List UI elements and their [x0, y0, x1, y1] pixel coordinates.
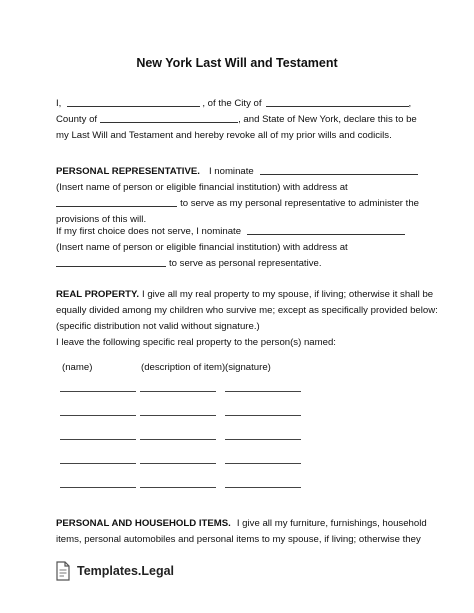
name-blank-5[interactable]: [60, 487, 136, 488]
rep-alt-section: [56, 224, 419, 272]
alt-insert-text: (Insert name of person or eligible financial institution) with address at: [56, 242, 348, 253]
nominate-label: I nominate: [208, 166, 254, 177]
real-heading: REAL PROPERTY.: [56, 289, 139, 300]
description-blank-4[interactable]: [140, 463, 216, 464]
intro-paragraph: [56, 96, 419, 144]
description-blank-2[interactable]: [140, 415, 216, 416]
document-icon: [55, 561, 71, 581]
description-blank-3[interactable]: [140, 439, 216, 440]
intro-city-label: , of the City of: [202, 98, 262, 109]
alt-address-blank[interactable]: [56, 256, 166, 267]
name-blank-4[interactable]: [60, 463, 136, 464]
signature-blank-1[interactable]: [225, 391, 301, 392]
col-signature: (signature): [225, 362, 271, 373]
real-text-2: equally divided among my children who survive me; except as specifically provided below:: [56, 305, 438, 316]
name-blank-1[interactable]: [60, 391, 136, 392]
personal-items-section: [56, 516, 427, 548]
serve2-text: to serve as personal representative.: [169, 258, 322, 269]
leave-text: I leave the following specific real property to the person(s) named:: [56, 337, 336, 348]
rep-section: [56, 164, 419, 228]
document-title: New York Last Will and Testament: [136, 56, 338, 70]
real-text-3: (specific distribution not valid without signature.): [56, 321, 260, 332]
alt-representative-blank[interactable]: [247, 224, 405, 235]
signature-blank-3[interactable]: [225, 439, 301, 440]
intro-prefix: I,: [56, 98, 62, 109]
real-text-1: I give all my real property to my spouse, if living; otherwise it shall be: [141, 289, 434, 300]
description-blank-1[interactable]: [140, 391, 216, 392]
signature-blank-2[interactable]: [225, 415, 301, 416]
footer-brand-text: Templates.Legal: [77, 564, 175, 578]
city-blank[interactable]: [266, 96, 409, 107]
representative-blank[interactable]: [260, 164, 418, 175]
personal-heading: PERSONAL AND HOUSEHOLD ITEMS.: [56, 518, 231, 529]
rep-heading: PERSONAL REPRESENTATIVE.: [56, 166, 200, 177]
intro-comma: ,: [408, 98, 412, 109]
col-description: (description of item): [141, 362, 226, 373]
description-blank-5[interactable]: [140, 487, 216, 488]
real-property-section: [56, 287, 438, 335]
footer-brand: [55, 561, 174, 581]
personal-text-2: items, personal automobiles and personal items to my spouse, if living; otherwise they: [56, 534, 421, 545]
signature-blank-4[interactable]: [225, 463, 301, 464]
personal-text-1: I give all my furniture, furnishings, household: [236, 518, 427, 529]
col-name: (name): [62, 362, 93, 373]
signature-blank-5[interactable]: [225, 487, 301, 488]
county-blank[interactable]: [100, 112, 238, 123]
provisions-text: provisions of this will.: [56, 214, 147, 225]
name-blank-3[interactable]: [60, 439, 136, 440]
testator-name-blank[interactable]: [67, 96, 200, 107]
alt-nominate-label: If my first choice does not serve, I nominate: [56, 226, 242, 237]
rep-address-blank[interactable]: [56, 196, 177, 207]
serve-text: to serve as my personal representative to administer the: [180, 198, 419, 209]
name-blank-2[interactable]: [60, 415, 136, 416]
state-text: , and State of New York, declare this to be: [238, 114, 417, 125]
county-label: County of: [56, 114, 98, 125]
revoke-text: my Last Will and Testament and hereby revoke all of my prior wills and codicils.: [56, 130, 392, 141]
insert-text: (Insert name of person or eligible financial institution) with address at: [56, 182, 348, 193]
